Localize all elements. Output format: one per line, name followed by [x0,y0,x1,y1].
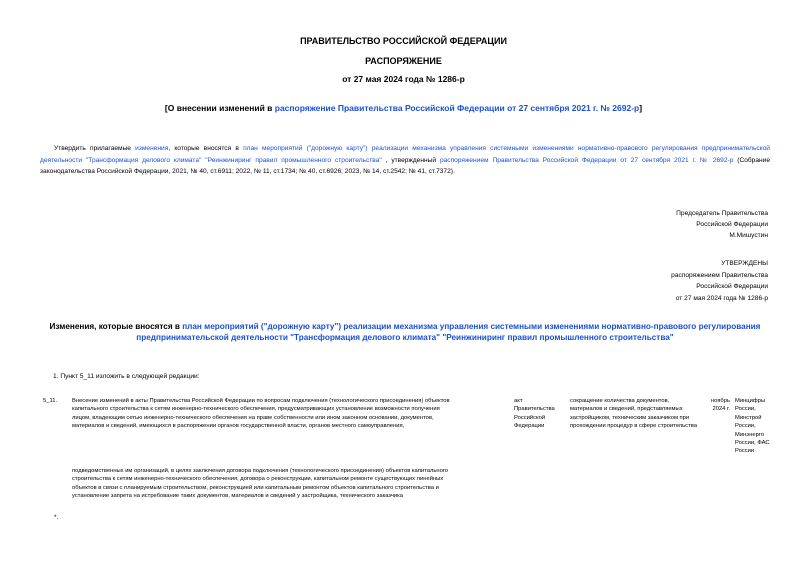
signature-line-3: М.Мишустин [729,232,768,239]
row-description-part-2: подведомственных им организаций, в целях заключения договора подключения (технологического присоединения) объектов капитального строительства к сетям инженерно-технического обеспечения, договора о реконструкции, капитальном ремонте существующих линейных объектов в связи с планируемым строительством, реконструкцией или капитальным ремонтом объектов капитального строительства и установление запрета на истребование таких документов, материалов и сведений у застройщика, технического заказчика [72,468,449,500]
row-deadline: ноябрь 2024 г. [710,398,730,413]
signature-block [676,208,768,241]
document-date-number: от 27 мая 2024 года № 1286-р [342,74,465,84]
signature-line-1: Председатель Правительства [676,210,768,217]
intro-text-3: , утвержденный [381,156,440,164]
intro-link-plan[interactable]: план мероприятий ("дорожную карту") реализации механизма управления системными изменениями нормативно-правового регулирования предпринимательской деятельности "Трансформация делового климата" "Реинжиниринг правил промышленного строительства" [40,145,770,164]
intro-paragraph [40,143,770,178]
row-act-type: акт Правительства Российской Федерации [514,398,555,430]
subject-link[interactable]: распоряжение Правительства Российской Федерации от 27 сентября 2021 г. № 2692-р [274,103,640,113]
approval-block [671,258,768,304]
changes-title-text: Изменения, которые вносятся в [49,322,183,331]
approval-line-3: Российской Федерации [696,283,768,290]
subject-prefix: [О внесении изменений в [164,103,275,113]
document-type-heading: РАСПОРЯЖЕНИЕ [365,56,442,66]
row-expected-result: сокращение количества документов, материалов и сведений, представляемых застройщиком, техническим заказчиком при прохождении процедур в сфере строительства [570,398,697,430]
intro-text-4: (Собрание законодательства Российской Федерации, 2021, № 40, ст.6911; 2022, № 11, ст.1734; № 40, ст.6926; 2023, № 14, ст.2542; № 41, ст.7372). [40,156,771,175]
row-responsible: Минцифры России, Минстрой России, Минэнерго России, ФАС России [735,398,770,455]
changes-title [40,321,770,343]
approval-line-4: от 27 мая 2024 года № 1286-р [675,294,768,302]
item-1-text: 1. Пункт 5_11 изложить в следующей редакции: [53,373,200,380]
approval-line-2: распоряжением Правительства [671,271,768,279]
row-number: 5_11. [43,398,58,404]
intro-link-order[interactable]: распоряжением Правительства Российской Федерации от 27 сентября 2021 г. № 2692-р [439,156,734,164]
footnote-marker: *. [54,514,59,521]
signature-line-2: Российской Федерации [696,221,768,228]
document-subject [0,103,807,113]
government-heading: ПРАВИТЕЛЬСТВО РОССИЙСКОЙ ФЕДЕРАЦИИ [300,36,507,46]
subject-suffix: ] [639,103,643,113]
intro-link-changes[interactable]: изменения [135,145,169,152]
row-description-part-1: Внесение изменений в акты Правительства Российской Федерации по вопросам подключения (технологического присоединения) объектов капитального строительства к сетям инженерно-технического обеспечения, предусматривающих установление возможности получения лицом, владеющим сетью инженерно-технического обеспечения на праве собственности или ином законном основании, документов, материалов и сведений, имеющихся в распоряжении органов государственной власти, органов местного самоуправления, [72,398,450,430]
intro-text-2: , которые вносятся в [168,145,244,152]
changes-title-link[interactable]: план мероприятий ("дорожную карту") реализации механизма управления системными изменениями нормативно-правового регулирования предпринимательской деятельности "Трансформация делового климата" "Реинжиниринг правил промышленного строительства" [136,322,761,342]
approval-line-1: УТВЕРЖДЕНЫ [721,260,768,267]
intro-text-1: Утвердить прилагаемые [54,145,136,152]
